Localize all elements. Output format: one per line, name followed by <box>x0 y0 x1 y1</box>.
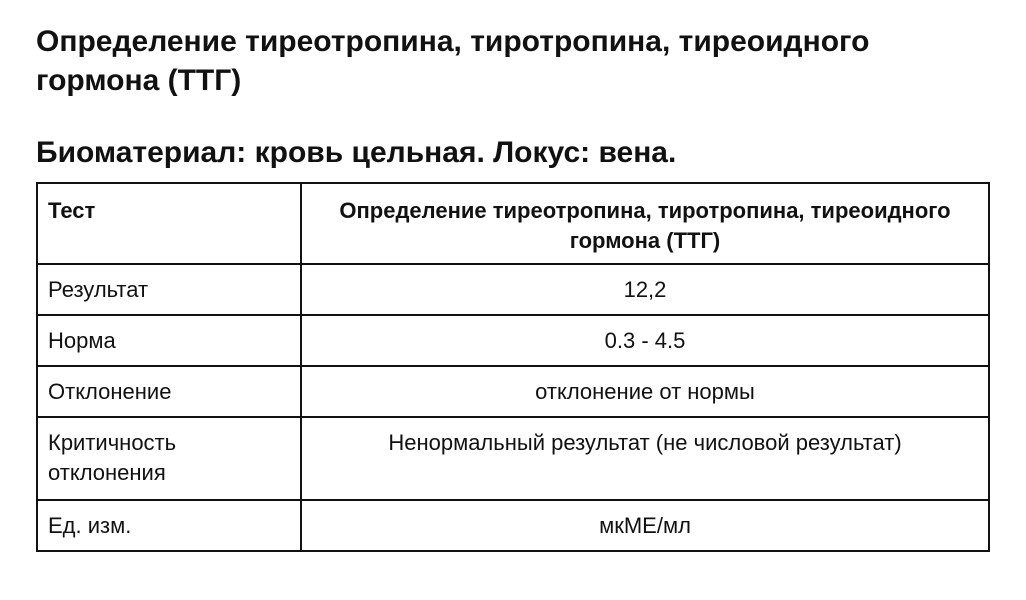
page-title: Определение тиреотропина, тиротропина, тиреоидного гормона (ТТГ) <box>36 25 870 97</box>
table-row-norm <box>37 315 989 366</box>
table-row-unit <box>37 500 989 551</box>
row-label: Критичность отклонения <box>37 417 301 500</box>
row-label: Ед. изм. <box>37 500 301 551</box>
row-label: Норма <box>37 315 301 366</box>
row-value: мкМЕ/мл <box>301 500 989 551</box>
row-value: 0.3 - 4.5 <box>301 315 989 366</box>
row-value: Ненормальный результат (не числовой результат) <box>301 417 989 500</box>
row-label: Результат <box>37 264 301 315</box>
header-label-cell: Тест <box>37 183 301 264</box>
biomaterial-subtitle: Биоматериал: кровь цельная. Локус: вена. <box>36 136 677 169</box>
table-row-deviation <box>37 366 989 417</box>
row-value: 12,2 <box>301 264 989 315</box>
table-row-result <box>37 264 989 315</box>
row-label: Отклонение <box>37 366 301 417</box>
table-row-criticality <box>37 417 989 500</box>
row-value: отклонение от нормы <box>301 366 989 417</box>
table-header-row <box>37 183 989 264</box>
header-value-cell: Определение тиреотропина, тиротропина, тиреоидного гормона (ТТГ) <box>301 183 989 264</box>
test-result-table <box>36 182 990 552</box>
